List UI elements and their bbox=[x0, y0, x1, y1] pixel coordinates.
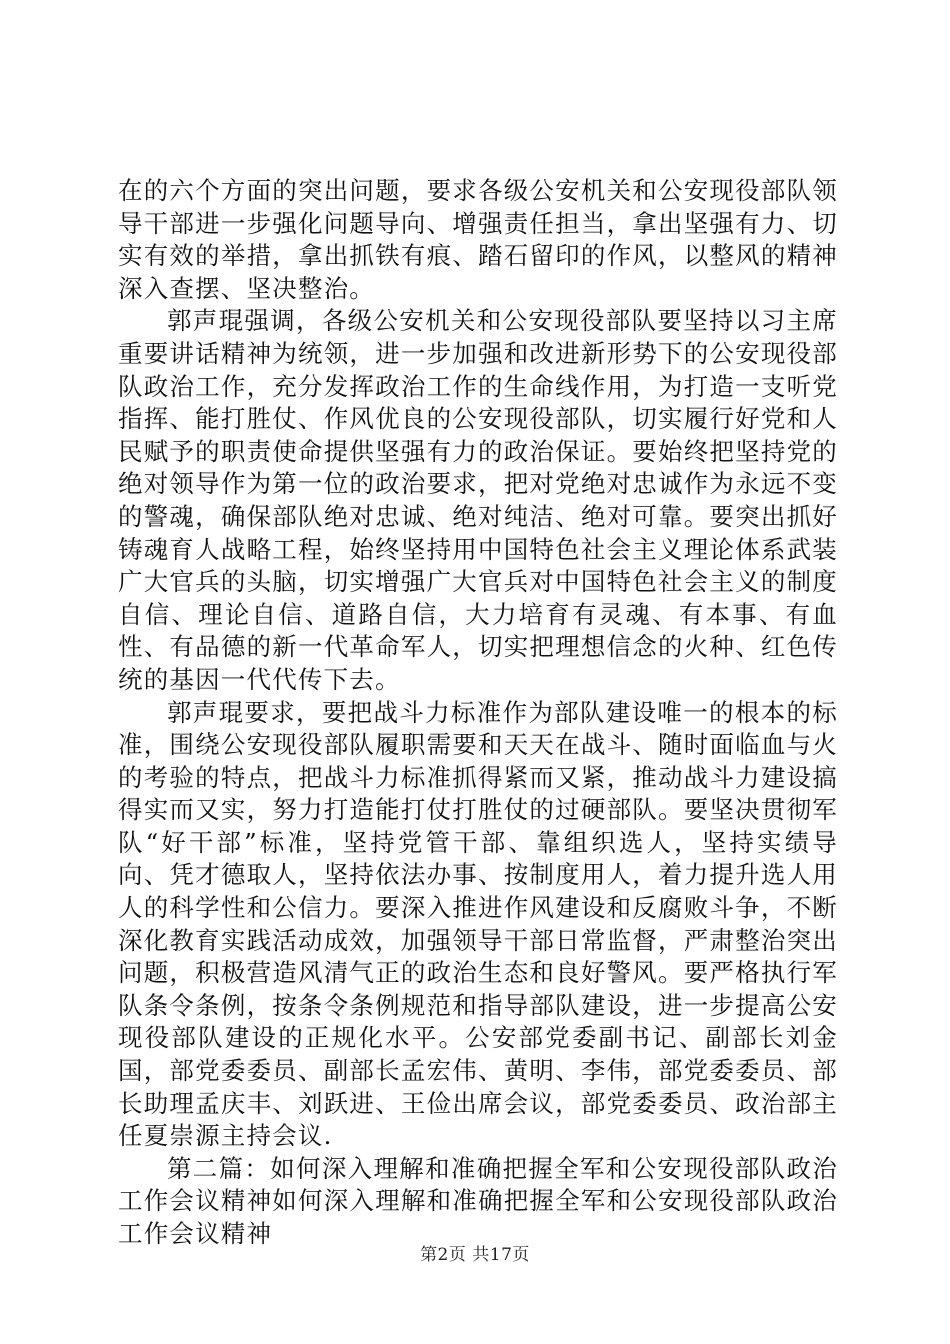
document-body bbox=[118, 175, 838, 1251]
paragraph-continued: 在的六个方面的突出问题，要求各级公安机关和公安现役部队领导干部进一步强化问题导向、增强责任担当，拿出坚强有力、切实有效的举措，拿出抓铁有痕、踏石留印的作风，以整风的精神深入查摆、坚决整治。 bbox=[118, 176, 838, 303]
page-number-footer: 第2页 共17页 bbox=[420, 1245, 530, 1265]
paragraph-guo-emphasis: 郭声琨强调，各级公安机关和公安现役部队要坚持以习主席重要讲话精神为统领，进一步加强和改进新形势下的公安现役部队政治工作，充分发挥政治工作的生命线作用，为打造一支听党指挥、能打胜仗、作风优良的公安现役部队，切实履行好党和人民赋予的职责使命提供坚强有力的政治保证。要始终把坚持党的绝对领导作为第一位的政治要求，把对党绝对忠诚作为永远不变的警魂，确保部队绝对忠诚、绝对纯洁、绝对可靠。要突出抓好铸魂育人战略工程，始终坚持用中国特色社会主义理论体系武装广大官兵的头脑，切实增强广大官兵对中国特色社会主义的制度自信、理论自信、道路自信，大力培育有灵魂、有本事、有血性、有品德的新一代革命军人，切实把理想信念的火种、红色传统的基因一代代传下去。 bbox=[118, 306, 838, 694]
paragraph-guo-requirements: 郭声琨要求，要把战斗力标准作为部队建设唯一的根本的标准，围绕公安现役部队履职需要和天天在战斗、随时面临血与火的考验的特点，把战斗力标准抓得紧而又紧，推动战斗力建设搞得实而又实，努力打造能打仗打胜仗的过硬部队。要坚决贯彻军队“好干部”标准，坚持党管干部、靠组织选人，坚持实绩导向、凭才德取人，坚持依法办事、按制度用人，着力提升选人用人的科学性和公信力。要深入推进作风建设和反腐败斗争，不断深化教育实践活动成效，加强领导干部日常监督，严肃整治突出问题，积极营造风清气正的政治生态和良好警风。要严格执行军队条令条例，按条令条例规范和指导部队建设，进一步提高公安现役部队建设的正规化水平。公安部党委副书记、副部长刘金国，部党委委员、副部长孟宏伟、黄明、李伟，部党委委员、部长助理孟庆丰、刘跃进、王俭出席会议，部党委委员、政治部主任夏崇源主持会议. bbox=[118, 697, 838, 1151]
paragraph-second-article-heading: 第二篇：如何深入理解和准确把握全军和公安现役部队政治工作会议精神如何深入理解和准确把握全军和公安现役部队政治工作会议精神 bbox=[118, 1153, 838, 1248]
